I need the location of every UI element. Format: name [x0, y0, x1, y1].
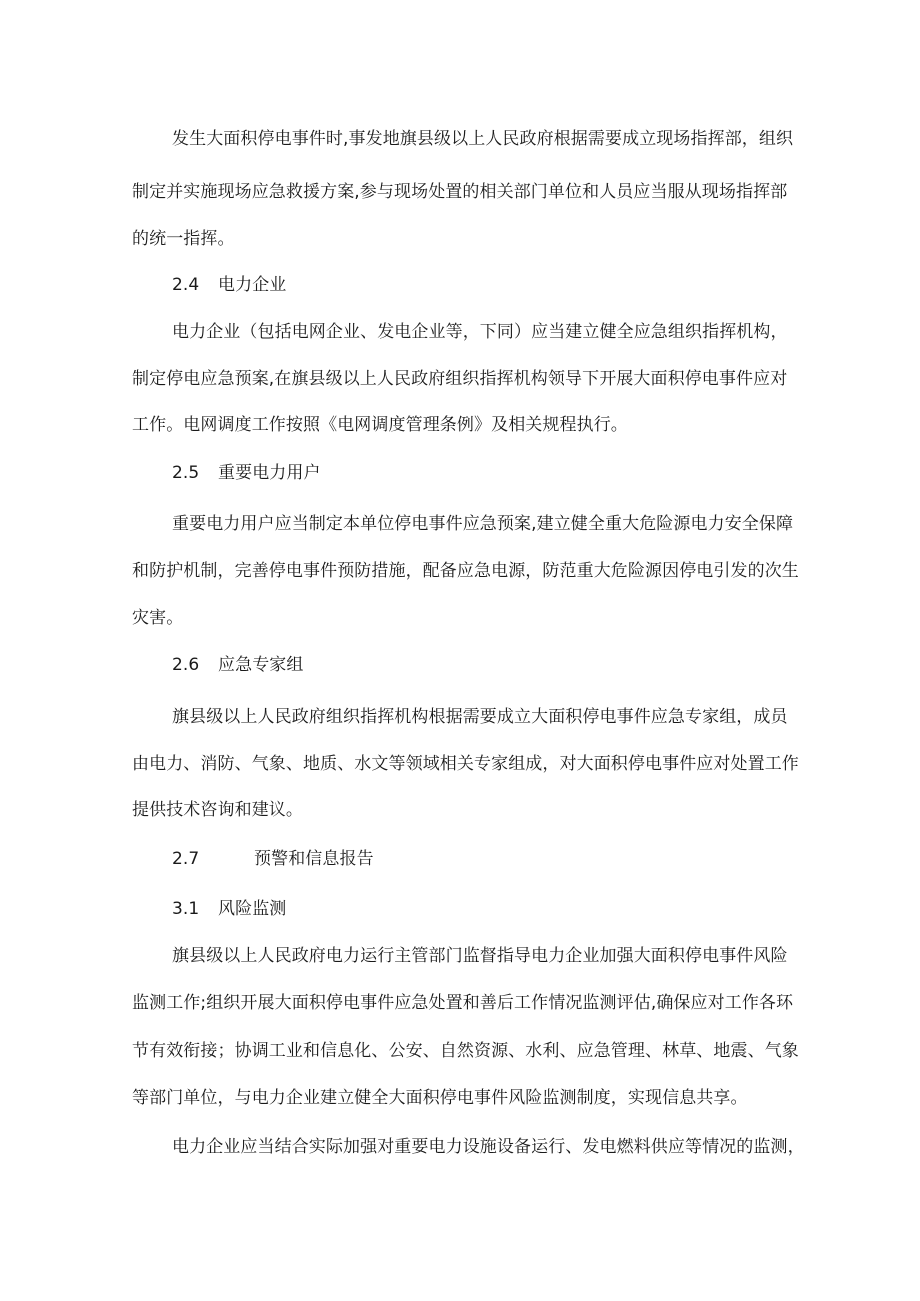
- paragraph-line: 由电力、消防、气象、地质、水文等领域相关专家组成，对大面积停电事件应对处置工作: [132, 754, 799, 774]
- paragraph-line: 重要电力用户应当制定本单位停电事件应急预案,建立健全重大危险源电力安全保障: [172, 514, 794, 534]
- paragraph-line: 灾害。: [132, 608, 184, 628]
- paragraph-line: 提供技术咨询和建议。: [132, 800, 303, 820]
- paragraph-line: 监测工作;组织开展大面积停电事件应急处置和善后工作情况监测评估,确保应对工作各环: [132, 993, 794, 1013]
- section-number: 2.7: [172, 849, 200, 869]
- paragraph-line: 旗县级以上人民政府组织指挥机构根据需要成立大面积停电事件应急专家组，成员: [172, 707, 788, 727]
- section-number: 3.1: [172, 899, 200, 919]
- section-number: 2.4: [172, 275, 200, 295]
- section-title: 重要电力用户: [218, 463, 321, 483]
- section-heading-2-6: [172, 653, 304, 677]
- section-heading-2-4: [172, 273, 286, 297]
- paragraph-line: 等部门单位，与电力企业建立健全大面积停电事件风险监测制度，实现信息共享。: [132, 1088, 748, 1108]
- section-title: 电力企业: [218, 275, 287, 295]
- section-heading-2-7: [172, 847, 374, 871]
- paragraph-line: 的统一指挥。: [132, 229, 235, 249]
- section-title: 应急专家组: [218, 655, 304, 675]
- section-title: 预警和信息报告: [254, 849, 374, 869]
- paragraph-line: 工作。电网调度工作按照《电网调度管理条例》及相关规程执行。: [132, 415, 628, 435]
- paragraph-line: 制定并实施现场应急救援方案,参与现场处置的相关部门单位和人员应当服从现场指挥部: [132, 182, 788, 202]
- paragraph-line: 旗县级以上人民政府电力运行主管部门监督指导电力企业加强大面积停电事件风险: [172, 946, 788, 966]
- paragraph-line: 电力企业应当结合实际加强对重要电力设施设备运行、发电燃料供应等情况的监测，: [172, 1137, 805, 1157]
- paragraph-line: 发生大面积停电事件时,事发地旗县级以上人民政府根据需要成立现场指挥部，组织: [172, 129, 794, 149]
- paragraph-line: 和防护机制，完善停电事件预防措施，配备应急电源，防范重大危险源因停电引发的次生: [132, 561, 799, 581]
- paragraph-line: 节有效衔接；协调工业和信息化、公安、自然资源、水利、应急管理、林草、地震、气象: [132, 1041, 799, 1061]
- paragraph-line: 电力企业（包括电网企业、发电企业等，下同）应当建立健全应急组织指挥机构，: [172, 322, 788, 342]
- paragraph-line: 制定停电应急预案,在旗县级以上人民政府组织指挥机构领导下开展大面积停电事件应对: [132, 369, 788, 389]
- section-heading-2-5: [172, 461, 321, 485]
- section-heading-3-1: [172, 897, 286, 921]
- section-number: 2.6: [172, 655, 200, 675]
- section-number: 2.5: [172, 463, 200, 483]
- section-title: 风险监测: [218, 899, 287, 919]
